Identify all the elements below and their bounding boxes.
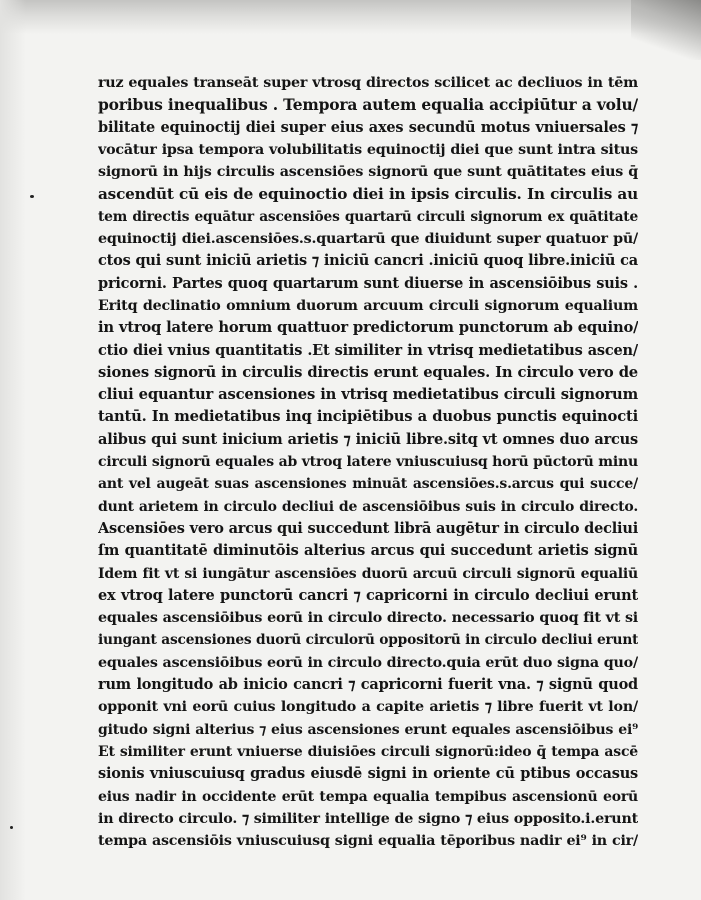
text-line: Ascensiōes vero arcus qui succedunt librā augētur in circulo decliui <box>98 519 638 537</box>
text-line: ex vtroq latere punctorū cancri ⁊ capricorni in circulo decliui erunt <box>98 586 638 604</box>
text-line: rum longitudo ab inicio cancri ⁊ capricorni fuerit vna. ⁊ signū quod <box>98 676 638 694</box>
text-line: opponit vni eorū cuius longitudo a capite arietis ⁊ libre fuerit vt lon/ <box>98 699 638 716</box>
text-line: ctos qui sunt iniciū arietis ⁊ iniciū cancri .iniciū quoq libre.iniciū ca <box>98 252 638 270</box>
scan-left-shade <box>0 0 26 900</box>
text-line: equales ascensiōibus eorū in circulo directo.quia erūt duo signa quo/ <box>98 654 638 671</box>
text-line: ſm quantitatē diminutōis alterius arcus qui succedunt arietis signū <box>98 542 638 560</box>
printed-text-block <box>98 72 638 852</box>
text-line: ascendūt cū eis de equinoctio diei in ipsis circulis. In circulis au <box>98 185 638 204</box>
text-line: ruz equales transeāt super vtrosq directos scilicet ac decliuos in tēm <box>98 75 638 91</box>
text-line: Idem fit vt si iungātur ascensiōes duorū arcuū circuli signorū equaliū <box>98 565 638 582</box>
text-line: poribus inequalibus . Tempora autem equalia accipiūtur a volu/ <box>98 95 638 115</box>
text-line: signorū in hijs circulis ascensiōes signorū que sunt quātitates eius q̄ <box>98 164 638 181</box>
text-line: gitudo signi alterius ⁊ eius ascensiones erunt equales ascensiōibus ei⁹ <box>98 721 638 738</box>
text-line: ctio diei vnius quantitatis .Et similiter in vtrisq medietatibus ascen/ <box>98 341 638 359</box>
text-line: cliui equantur ascensiones in vtrisq medietatibus circuli signorum <box>98 386 638 404</box>
text-line: tem directis equātur ascensiōes quartarū circuli signorum ex quātitate <box>98 208 638 225</box>
text-line: sionis vniuscuiusq gradus eiusdē signi in oriente cū ptibus occasus <box>98 765 638 783</box>
text-line: equinoctij diei.ascensiōes.s.quartarū que diuidunt super quatuor pū/ <box>98 231 638 248</box>
text-line: alibus qui sunt inicium arietis ⁊ iniciū libre.sitq vt omnes duo arcus <box>98 430 638 448</box>
text-line: tempa ascensiōis vniuscuiusq signi equalia tēporibus nadir ei⁹ in cir/ <box>98 833 638 850</box>
text-line: dunt arietem in circulo decliui de ascensiōibus suis in circulo directo. <box>98 498 638 515</box>
text-line: ant vel augeāt suas ascensiones minuāt ascensiōes.s.arcus qui succe/ <box>98 476 638 493</box>
ink-speck <box>30 195 34 198</box>
text-line: Et similiter erunt vniuerse diuisiōes circuli signorū:ideo q̄ tempa ascē <box>98 743 638 760</box>
text-line: iungant ascensiones duorū circulorū oppositorū in circulo decliui erunt <box>98 632 638 649</box>
scan-top-shadow <box>0 0 701 34</box>
text-line: eius nadir in occidente erūt tempa equalia tempibus ascensionū eorū <box>98 788 638 805</box>
text-line: in directo circulo. ⁊ similiter intellige de signo ⁊ eius opposito.i.erunt <box>98 810 638 827</box>
ink-speck <box>10 826 13 829</box>
text-line: Eritq declinatio omnium duorum arcuum circuli signorum equalium <box>98 297 638 314</box>
text-line: siones signorū in circulis directis erunt equales. In circulo vero de <box>98 363 638 381</box>
text-line: pricorni. Partes quoq quartarum sunt diuerse in ascensiōibus suis . <box>98 274 638 292</box>
text-line: equales ascensiōibus eorū in circulo directo. necessario quoq fit vt si <box>98 610 638 627</box>
text-line: tantū. In medietatibus inq incipiētibus a duobus punctis equinocti <box>98 408 638 426</box>
text-line: bilitate equinoctij diei super eius axes secundū motus vniuersales ⁊ <box>98 118 638 136</box>
text-line: vocātur ipsa tempora volubilitatis equinoctij diei que sunt intra situs <box>98 141 638 158</box>
text-line: in vtroq latere horum quattuor predictorum punctorum ab equino/ <box>98 319 638 337</box>
text-line: circuli signorū equales ab vtroq latere vniuscuiusq horū pūctorū minu <box>98 454 638 471</box>
scan-page-edge <box>631 0 701 60</box>
